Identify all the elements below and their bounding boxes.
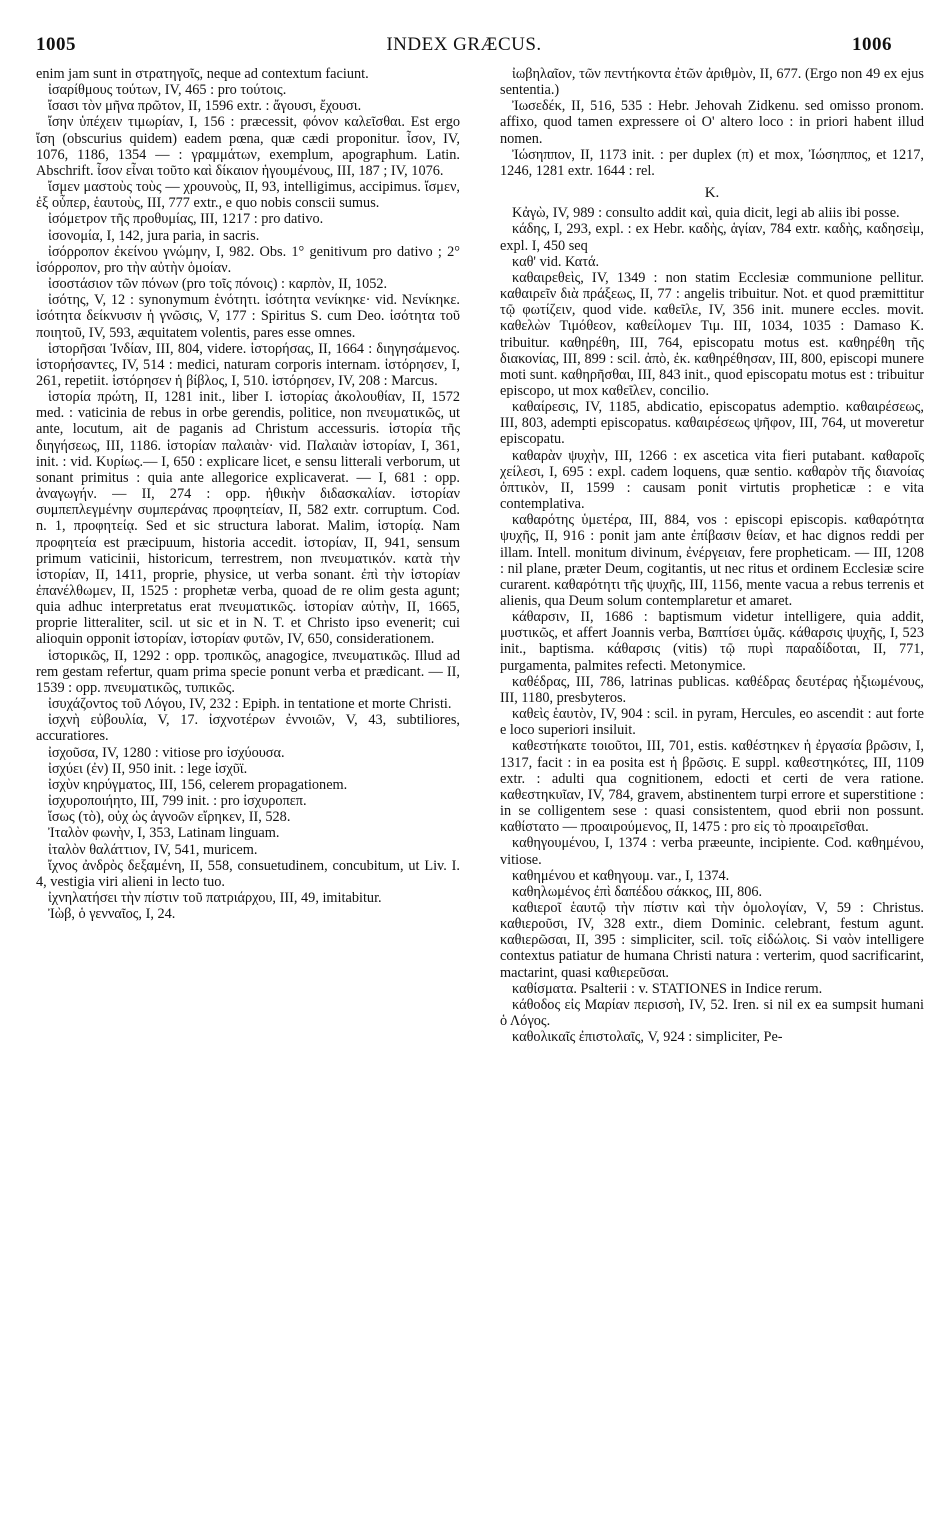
index-entry: καθαίρεσις, IV, 1185, abdicatio, episcopatus ademptio. καθαιρέσεως, III, 803, adempti episcopatus. καθαιρέσεως ψῆφον, III, 764, ut moveretur episcopatu.: [500, 399, 924, 448]
index-entry: Ἰωσεδέκ, II, 516, 535 : Hebr. Jehovah Zidkenu. sed omisso pronom. affixo, quod tamen expressere οἱ Ο' altero loco : in priori habent illud nomen.: [500, 98, 924, 147]
running-title: INDEX GRÆCUS.: [386, 34, 542, 55]
right-column: [500, 66, 924, 1526]
index-entry: ἴσως (τὸ), οὐχ ὡς ἀγνοῶν εἴρηκεν, II, 528.: [48, 809, 291, 826]
index-entry: καθεστήκατε τοιοῦτοι, III, 701, estis. καθέστηκεν ἡ ἐργασία βρῶσιν, I, 1317, facit : in ea posita est ἡ βρῶσις. E suppl. καθεστηκότες, III, 1109 extr. : adulti qua cognitionem, edocti et certi de vera ratione. καθεστηκυῖαν, IV, 784, gravem, abstinentem turpi errore et superstitione : in se colligentem sese : quasi consistentem, quod ebrii non possunt. καθίστατο — προαιρούμενος, II, 1475 : pro εἰς τὸ προαιρεῖσθαι.: [500, 738, 924, 836]
index-entry: καθαρὰν ψυχὴν, III, 1266 : ex ascetica vita fieri putabant. καθαροῖς χείλεσι, I, 695 : expl. cadem loquens, quæ sentio. καθαρὸν τῆς διανοίας ὀπτικὸν, II, 1599 : causam ponit virtutis propheticæ : e vita contemplativa.: [500, 447, 924, 513]
index-entry: ἰσονομία, I, 142, jura paria, in sacris.: [48, 227, 260, 244]
page-number-right: 1006: [852, 34, 892, 55]
index-entry: ἱστορία πρώτη, II, 1281 init., liber I. ἱστορίας ἀκολουθίαν, II, 1572 med. : vaticinia de rebus in orbe gerendis, politice, non πνευματικῶς, ut ante, locutum, ait de paganis ad Christum accessuris. ἱστορία τῆς διηγήσεως, III, 1186. ἱστορίαν παλαιὰν· vid. Παλαιὰν ἱστορίαν, I, 361, init. : vid. Κυρίως.— I, 650 : explicare licet, e sensu litterali verborum, ut sonant primitus : quia ante allegorice explicaverat. — I, 681 : opp. ἀναγωγήν. — II, 274 : opp. ἠθικὴν διδασκαλίαν. ἱστορίαν συμπεπλεγμένην συμπεράνας προφητείαν, II, 582 extr. corruptum. Cod. n. 1, προφητείᾳ. Sed et sic structura laborat. Malim, ἱστορίᾳ. Nam προφητεία est præcipuum, historia accedit. ἱστορίαν, II, 941, sensum primum vaticinii, historicum, terrestrem, non πνευματικόν. κατὰ τὴν ἱστορίαν, II, 1411, proprie, physice, ut verba sonant. ἐπὶ τὴν ἱστορίαν ἐπανέλθωμεν, II, 1525 : prophetæ verba, quoad de re olim gesta agunt; quia adhuc interpretatus erat πνευματικῶς. ἱστορίαν αὐτὴν, II, 1665, proprie litteraliter, scil. ut sic et in N. T. et Christo ipso evenerit; cui alioquin opponit ἱστορίαν, ἱστορίαν φυτῶν, IV, 650, considerationem.: [36, 389, 460, 648]
index-entry: κάδης, I, 293, expl. : ex Hebr. καδὴς, ἁγίαν, 784 extr. καδὴς, καδησεὶμ, expl. I, 450 seq: [500, 221, 924, 254]
index-entry: κάθοδος εἰς Μαρίαν περισσὴ, IV, 52. Iren. si nil ex ea sumpsit humani ὁ Λόγος.: [500, 996, 924, 1030]
index-entry: Ἰὼβ, ὁ γενναῖος, I, 24.: [48, 906, 176, 923]
index-entry: ἱστορῆσαι Ἰνδίαν, III, 804, videre. ἱστορήσας, II, 1664 : διηγησάμενος. ἱστορήσαντες, IV, 514 : medici, naturam corporis internam. ἱστόρησεν, I, 261, repetiit. ἱστόρησεν ἡ βίβλος, I, 510. ἱστόρησεν, IV, 208 : Marcus.: [36, 340, 460, 389]
left-column: [36, 66, 460, 1526]
page-header: [36, 34, 892, 60]
index-entry: καθεὶς ἑαυτὸν, IV, 904 : scil. in pyram, Hercules, eo ascendit : aut forte e loco superiori insiluit.: [500, 706, 924, 739]
index-entry: καθίσματα. Psalterii : v. STATIONES in Indice rerum.: [512, 980, 823, 997]
index-entry: ἰσόμετρον τῆς προθυμίας, III, 1217 : pro dativo.: [48, 211, 324, 228]
index-entry: ἴσασι τὸν μῆνα πρῶτον, II, 1596 extr. : ἄγουσι, ἔχουσι.: [48, 98, 362, 115]
index-entry: καθαιρεθεὶς, IV, 1349 : non statim Ecclesiæ communione pellitur. καθαιρεῖν διὰ πράξεως, II, 77 : angelis tribuitur. Not. et quod præmittitur τῷ φωτίζειν, quod vide. καθεῖλε, IV, 356 init. munere eccles. movit. καθελὼν Τιμόθεον, καθείλομεν Τιμ. III, 1034, 1035 : Damaso K. tribuitur. καθηρέθη, III, 764, episcopatu motus est. καθηρέθη τῆς διακονίας, III, 899 : scil. ἀπὸ, ἐκ. καθηρέθησαν, III, 800, episcopi munere moti sunt. καθηρῆσθαι, III, 843 init., quod episcopatu motus est : tribuitur episcopo, ut mox καθεῖλεν, concilio.: [500, 269, 924, 399]
index-entry: καθιεροῖ ἑαυτῷ τὴν πίστιν καὶ τὴν ὁμολογίαν, V, 59 : Christus. καθιεροῦσι, IV, 328 extr., diem Dominic. celebrant, festum agunt. καθιερῶσαι, II, 395 : simpliciter, scil. τοῖς εἰδώλοις. Si ναὸν intelligere contextus patiatur de humana Christi natura : verterim, quod sacrificarint, mactarint, quasi καθιερεῦσαι.: [500, 899, 924, 981]
index-entry: ἱστορικῶς, II, 1292 : opp. τροπικῶς, anagogice, πνευματικῶς. Illud ad rem gestam refertur, quam prima specie ponunt verba et prædicant. — II, 1539 : opp. πνευματικῶς, τυπικῶς.: [36, 647, 460, 696]
index-entry: enim jam sunt in στρατηγοῖς, neque ad contextum faciunt.: [36, 66, 369, 82]
index-entry: ἰχνηλατήσει τὴν πίστιν τοῦ πατριάρχου, III, 49, imitabitur.: [48, 889, 382, 906]
index-entry: ἴσμεν μαστοὺς τοὺς — χρουνοὺς, II, 93, intelligimus, accipimus. ἴσμεν, ἐξ οὗπερ, ἑαυτοὺς, III, 777 extr., e quo nobis conscii sumus.: [36, 179, 460, 212]
index-entry: ἴσην ὑπέχειν τιμωρίαν, I, 156 : præcessit, φόνον καλεῖσθαι. Est ergo ἴση (obscurius quidem) eadem pœna, quæ cædi proponitur. ἶσον, IV, 1076, 1186, 1354 — : γραμμάτων, exemplum, apographum. Latin. Abschrift. ἶσον εἶναι τοῦτο καὶ δίκαιον ἡγουμένους, III, 187 ; IV, 1076.: [36, 114, 460, 179]
index-entry: Κἀγὼ, IV, 989 : consulto addit καὶ, quia dicit, legi ab aliis ibi posse.: [512, 205, 900, 222]
index-entry: ἰσόρροπον ἐκείνου γνώμην, I, 982. Obs. 1° genitivum pro dativo ; 2° ἰσόρροπον, pro τὴν αὐτὴν ὁμοίαν.: [36, 243, 460, 276]
index-entry: κάθαρσιν, II, 1686 : baptismum videtur intelligere, quia addit, μυστικῶς, et affert Joannis verba, Βαπτίσει ὑμᾶς. κάθαρσις ψυχῆς, I, 523 init., baptisma. κάθαρσις (vitis) τῷ πυρὶ παραδίδοται, II, 771, purgamenta, palmites refecti. Metonymice.: [500, 609, 924, 674]
index-entry: ἴχνος ἀνδρὸς δεξαμένη, II, 558, consuetudinem, concubitum, ut Liv. I. 4, vestigia viri alieni in lecto tuo.: [36, 857, 460, 890]
index-entry: ἰσυχάζοντος τοῦ Λόγου, IV, 232 : Epiph. in tentatione et morte Christi.: [48, 696, 452, 713]
index-entry: ἰσχύει (ἐν) II, 950 init. : lege ἰσχῦϊ.: [48, 760, 248, 777]
index-entry: Ἰταλὸν φωνὴν, I, 353, Latinam linguam.: [48, 825, 280, 842]
index-entry: καθηλωμένος ἐπὶ δαπέδου σάκκος, III, 806.: [512, 883, 763, 900]
index-entry: καθ' vid. Κατά.: [512, 253, 600, 270]
index-entry: ἰσότης, V, 12 : synonymum ἑνότητι. ἰσότητα νενίκηκε· vid. Νενίκηκε. ἰσότητα δείκνυσιν ἡ γνῶσις, V, 177 : Spiritus S. cum Deo. ἰσότητα τοῦ ποιητοῦ, IV, 593, æquitatem volentis, pares esse omnes.: [36, 292, 460, 341]
index-entry: καθηγουμένου, I, 1374 : verba præeunte, incipiente. Cod. καθημένου, vitiose.: [500, 835, 924, 868]
index-entry: Ἰώσηππον, II, 1173 init. : per duplex (π) et mox, Ἰώσηππος, et 1217, 1246, 1281 extr. 1644 : rel.: [500, 146, 924, 179]
index-entry: ἰσχοῦσα, IV, 1280 : vitiose pro ἰσχύουσα.: [48, 744, 285, 761]
page-number-left: 1005: [36, 34, 76, 55]
index-entry: ἰσχὺν κηρύγματος, III, 156, celerem propagationem.: [48, 776, 348, 793]
index-entry: ἰωβηλαῖον, τῶν πεντήκοντα ἐτῶν ἀριθμὸν, II, 677. (Ergo non 49 ex ejus sententia.): [500, 66, 924, 99]
index-entry: καθαρότης ὑμετέρα, III, 884, vos : episcopi episcopis. καθαρότητα ψυχῆς, II, 916 : ponit jam ante ἐπίβασιν θείαν, et hac dignos reddi per illam. Intell. monitum divinum, ἐνέργειαν, fere propheticam. — III, 1208 : nil plane, præter Deum, cogitantis, ut nec ritus et ordinem Ecclesiæ scire curarent. καθαρότητι τῆς ψυχῆς, III, 1156, mente vacua a rebus terrenis et alienis, qua Deum solum contemplaretur et amaret.: [500, 512, 924, 609]
index-entry: καθολικαῖς ἐπιστολαῖς, V, 924 : simpliciter, Pe-: [512, 1029, 783, 1046]
index-entry: ἰσχυροποιήητο, III, 799 init. : pro ἰσχυροπεπ.: [48, 793, 307, 810]
index-entry: ἰσχνὴ εὐβουλία, V, 17. ἰσχνοτέρων ἐννοιῶν, V, 43, subtiliores, accuratiores.: [36, 712, 460, 745]
index-entry: ἰσοστάσιον τῶν πόνων (pro τοῖς πόνοις) : καρπὸν, II, 1052.: [48, 276, 388, 293]
index-entry: ἰταλὸν θαλάττιον, IV, 541, muricem.: [48, 841, 258, 858]
index-entry: καθημένου et καθηγουμ. var., I, 1374.: [512, 867, 730, 884]
index-entry: ἰσαρίθμους τούτων, IV, 465 : pro τούτοις.: [48, 82, 287, 99]
section-letter: K.: [704, 185, 720, 202]
index-entry: καθέδρας, III, 786, latrinas publicas. καθέδρας δευτέρας ἠξιωμένους, III, 1180, presbyteros.: [500, 673, 924, 706]
